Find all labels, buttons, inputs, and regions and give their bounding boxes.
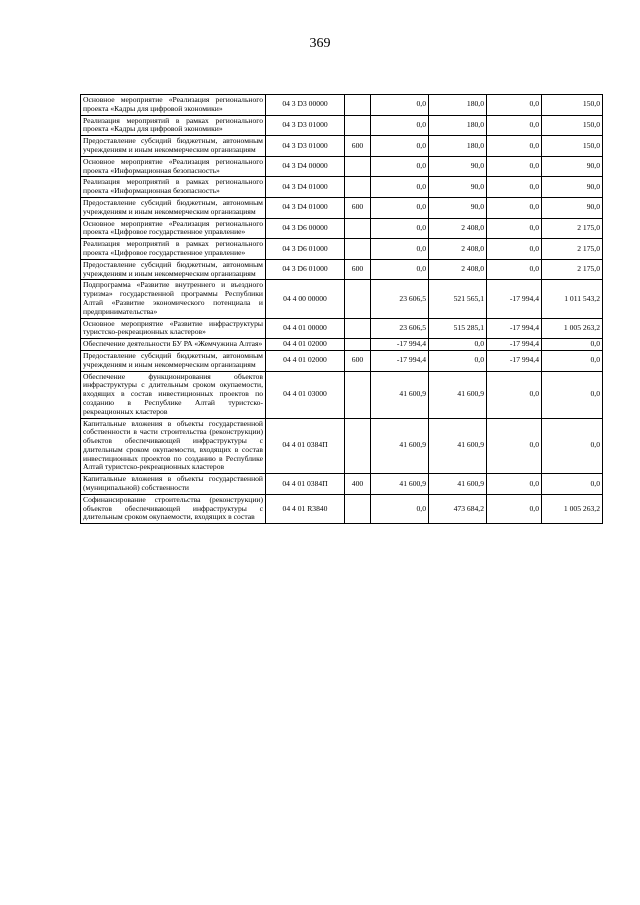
row-amount-3-cell: 0,0	[487, 115, 542, 136]
table-row	[81, 95, 603, 116]
row-code-cell: 04 4 00 00000	[266, 280, 345, 318]
row-name-cell: Обеспечение функционирования объектов инфраструктуры с длительным сроком окупаемости, входящих в состав инвестиционных проектов по созданию в Республике Алтай туристско-рекреационных кластеров	[81, 371, 266, 418]
row-amount-1-cell: 0,0	[371, 136, 429, 157]
row-amount-1-cell: 0,0	[371, 156, 429, 177]
row-expense-type-cell	[345, 280, 371, 318]
table-row	[81, 136, 603, 157]
row-name-cell: Капитальные вложения в объекты государственной собственности в части строительства (реконструкции) объектов обеспечивающей инфраструктуры с длительным сроком окупаемости, входящих в состав инвестиционных проектов по созданию в Республике Алтай туристско-рекреационных кластеров	[81, 418, 266, 474]
row-amount-2-cell: 2 408,0	[429, 218, 487, 239]
row-amount-3-cell: -17 994,4	[487, 339, 542, 351]
row-code-cell: 04 3 D3 01000	[266, 115, 345, 136]
row-code-cell: 04 3 D6 01000	[266, 239, 345, 260]
row-amount-2-cell: 0,0	[429, 339, 487, 351]
row-name-cell: Основное мероприятие «Развитие инфраструктуры туристско-рекреационных кластеров»	[81, 318, 266, 339]
table-row	[81, 177, 603, 198]
row-amount-1-cell: -17 994,4	[371, 350, 429, 371]
row-expense-type-cell	[345, 339, 371, 351]
row-expense-type-cell	[345, 177, 371, 198]
row-amount-1-cell: 0,0	[371, 259, 429, 280]
row-code-cell: 04 4 01 00000	[266, 318, 345, 339]
row-amount-4-cell: 0,0	[542, 474, 603, 495]
row-name-cell: Капитальные вложения в объекты государственной (муниципальной) собственности	[81, 474, 266, 495]
row-code-cell: 04 3 D4 00000	[266, 156, 345, 177]
row-amount-4-cell: 0,0	[542, 371, 603, 418]
row-amount-2-cell: 90,0	[429, 197, 487, 218]
row-expense-type-cell: 400	[345, 474, 371, 495]
row-amount-1-cell: 41 600,9	[371, 371, 429, 418]
row-code-cell: 04 3 D6 01000	[266, 259, 345, 280]
row-amount-3-cell: 0,0	[487, 136, 542, 157]
row-amount-1-cell: 0,0	[371, 95, 429, 116]
row-amount-2-cell: 41 600,9	[429, 418, 487, 474]
table-row	[81, 218, 603, 239]
table-row	[81, 197, 603, 218]
row-amount-3-cell: 0,0	[487, 259, 542, 280]
row-amount-4-cell: 1 011 543,2	[542, 280, 603, 318]
row-amount-1-cell: -17 994,4	[371, 339, 429, 351]
table-row	[81, 350, 603, 371]
row-expense-type-cell	[345, 371, 371, 418]
row-code-cell: 04 4 01 R3840	[266, 494, 345, 523]
table-row	[81, 494, 603, 523]
row-amount-4-cell: 1 005 263,2	[542, 494, 603, 523]
row-name-cell: Реализация мероприятий в рамках регионального проекта «Кадры для цифровой экономики»	[81, 115, 266, 136]
row-expense-type-cell: 600	[345, 197, 371, 218]
row-amount-1-cell: 0,0	[371, 239, 429, 260]
row-name-cell: Реализация мероприятий в рамках регионального проекта «Цифровое государственное управление»	[81, 239, 266, 260]
row-expense-type-cell	[345, 239, 371, 260]
row-amount-2-cell: 90,0	[429, 156, 487, 177]
table-row	[81, 259, 603, 280]
row-amount-2-cell: 521 565,1	[429, 280, 487, 318]
row-expense-type-cell	[345, 218, 371, 239]
row-amount-3-cell: 0,0	[487, 156, 542, 177]
row-expense-type-cell	[345, 318, 371, 339]
row-amount-3-cell: 0,0	[487, 95, 542, 116]
row-code-cell: 04 3 D3 01000	[266, 136, 345, 157]
row-amount-2-cell: 473 684,2	[429, 494, 487, 523]
row-code-cell: 04 4 01 03000	[266, 371, 345, 418]
row-code-cell: 04 4 01 02000	[266, 339, 345, 351]
row-amount-4-cell: 150,0	[542, 95, 603, 116]
row-name-cell: Предоставление субсидий бюджетным, автономным учреждениям и иным некоммерческим организациям	[81, 197, 266, 218]
row-expense-type-cell: 600	[345, 350, 371, 371]
row-amount-2-cell: 180,0	[429, 95, 487, 116]
table-row	[81, 156, 603, 177]
row-expense-type-cell	[345, 494, 371, 523]
row-expense-type-cell: 600	[345, 259, 371, 280]
row-amount-4-cell: 2 175,0	[542, 218, 603, 239]
row-code-cell: 04 4 01 02000	[266, 350, 345, 371]
table-row	[81, 418, 603, 474]
row-code-cell: 04 4 01 0384П	[266, 418, 345, 474]
row-amount-1-cell: 41 600,9	[371, 418, 429, 474]
row-name-cell: Предоставление субсидий бюджетным, автономным учреждениям и иным некоммерческим организациям	[81, 136, 266, 157]
row-amount-4-cell: 150,0	[542, 136, 603, 157]
row-amount-2-cell: 41 600,9	[429, 474, 487, 495]
row-amount-3-cell: 0,0	[487, 197, 542, 218]
row-amount-3-cell: 0,0	[487, 239, 542, 260]
row-amount-4-cell: 2 175,0	[542, 259, 603, 280]
row-amount-3-cell: 0,0	[487, 474, 542, 495]
row-amount-1-cell: 23 606,5	[371, 318, 429, 339]
row-amount-1-cell: 0,0	[371, 218, 429, 239]
row-amount-3-cell: -17 994,4	[487, 350, 542, 371]
row-amount-1-cell: 0,0	[371, 177, 429, 198]
row-code-cell: 04 3 D4 01000	[266, 197, 345, 218]
table-row	[81, 474, 603, 495]
row-amount-3-cell: 0,0	[487, 494, 542, 523]
row-amount-3-cell: -17 994,4	[487, 318, 542, 339]
row-name-cell: Основное мероприятие «Реализация регионального проекта «Цифровое государственное управление»	[81, 218, 266, 239]
budget-table-body	[81, 95, 603, 524]
row-amount-3-cell: 0,0	[487, 371, 542, 418]
row-name-cell: Подпрограмма «Развитие внутреннего и въездного туризма» государственной программы Республики Алтай «Развитие экономического потенциала и предпринимательства»	[81, 280, 266, 318]
row-expense-type-cell: 600	[345, 136, 371, 157]
row-code-cell: 04 3 D3 00000	[266, 95, 345, 116]
row-amount-4-cell: 0,0	[542, 418, 603, 474]
row-name-cell: Предоставление субсидий бюджетным, автономным учреждениям и иным некоммерческим организациям	[81, 350, 266, 371]
row-amount-2-cell: 90,0	[429, 177, 487, 198]
row-expense-type-cell	[345, 418, 371, 474]
row-amount-4-cell: 2 175,0	[542, 239, 603, 260]
budget-table	[80, 94, 603, 524]
table-row	[81, 115, 603, 136]
row-amount-2-cell: 2 408,0	[429, 259, 487, 280]
row-amount-1-cell: 0,0	[371, 197, 429, 218]
row-expense-type-cell	[345, 115, 371, 136]
row-amount-4-cell: 90,0	[542, 197, 603, 218]
row-amount-2-cell: 0,0	[429, 350, 487, 371]
table-row	[81, 371, 603, 418]
row-amount-4-cell: 150,0	[542, 115, 603, 136]
row-amount-4-cell: 1 005 263,2	[542, 318, 603, 339]
row-amount-1-cell: 41 600,9	[371, 474, 429, 495]
row-amount-1-cell: 0,0	[371, 115, 429, 136]
row-amount-2-cell: 2 408,0	[429, 239, 487, 260]
row-amount-4-cell: 0,0	[542, 339, 603, 351]
row-amount-4-cell: 90,0	[542, 177, 603, 198]
row-amount-2-cell: 41 600,9	[429, 371, 487, 418]
table-row	[81, 239, 603, 260]
row-amount-3-cell: 0,0	[487, 218, 542, 239]
row-amount-3-cell: 0,0	[487, 177, 542, 198]
row-code-cell: 04 4 01 0384П	[266, 474, 345, 495]
table-row	[81, 280, 603, 318]
row-code-cell: 04 3 D6 00000	[266, 218, 345, 239]
row-name-cell: Софинансирование строительства (реконструкции) объектов обеспечивающей инфраструктуры с длительным сроком окупаемости, входящих в состав	[81, 494, 266, 523]
row-name-cell: Основное мероприятие «Реализация регионального проекта «Кадры для цифровой экономики»	[81, 95, 266, 116]
row-name-cell: Обеспечение деятельности БУ РА «Жемчужина Алтая»	[81, 339, 266, 351]
row-name-cell: Основное мероприятие «Реализация регионального проекта «Информационная безопасность»	[81, 156, 266, 177]
row-name-cell: Предоставление субсидий бюджетным, автономным учреждениям и иным некоммерческим организациям	[81, 259, 266, 280]
row-amount-2-cell: 180,0	[429, 136, 487, 157]
row-amount-3-cell: -17 994,4	[487, 280, 542, 318]
row-expense-type-cell	[345, 156, 371, 177]
table-row	[81, 318, 603, 339]
table-row	[81, 339, 603, 351]
row-expense-type-cell	[345, 95, 371, 116]
page-number: 369	[309, 36, 331, 51]
row-amount-4-cell: 90,0	[542, 156, 603, 177]
row-name-cell: Реализация мероприятий в рамках регионального проекта «Информационная безопасность»	[81, 177, 266, 198]
row-amount-1-cell: 0,0	[371, 494, 429, 523]
row-amount-1-cell: 23 606,5	[371, 280, 429, 318]
row-amount-2-cell: 515 285,1	[429, 318, 487, 339]
row-code-cell: 04 3 D4 01000	[266, 177, 345, 198]
row-amount-2-cell: 180,0	[429, 115, 487, 136]
row-amount-3-cell: 0,0	[487, 418, 542, 474]
row-amount-4-cell: 0,0	[542, 350, 603, 371]
